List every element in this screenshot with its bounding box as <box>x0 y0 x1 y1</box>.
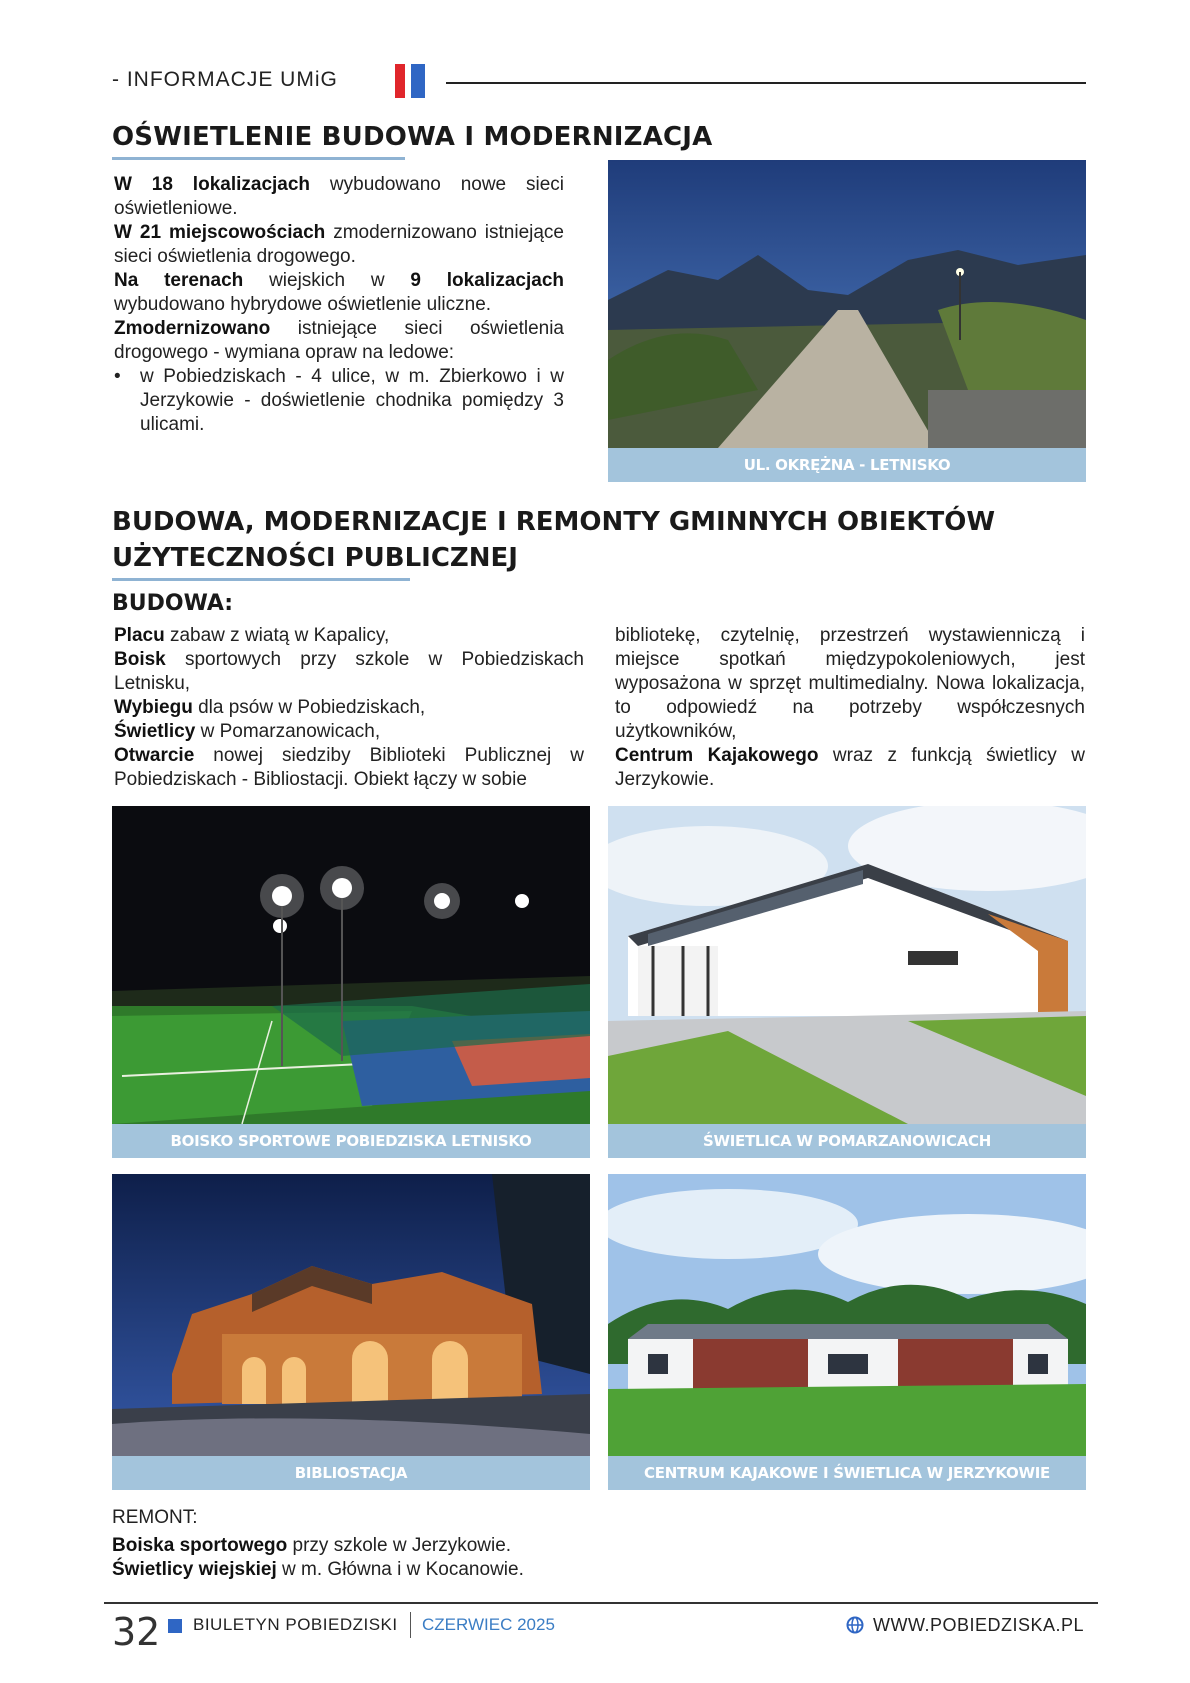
photo-caption: BOISKO SPORTOWE POBIEDZISKA LETNISKO <box>112 1124 590 1158</box>
heading-underline <box>112 157 405 160</box>
issue-date: CZERWIEC 2025 <box>422 1615 555 1634</box>
lighting-paragraph-1: W 18 lokalizacjach wybudowano nowe sieci oświetleniowe. <box>114 174 564 219</box>
photo-caption: CENTRUM KAJAKOWE I ŚWIETLICA W JERZYKOWIE <box>608 1456 1086 1490</box>
budowa-item: Placu zabaw z wiatą w Kapalicy, <box>114 625 390 646</box>
budowa-item: Otwarcie nowej siedziby Biblioteki Publicznej w Pobiedziskach - Bibliostacji. Obiekt łączy w sobie <box>114 745 584 790</box>
square-bullet-icon <box>168 1619 182 1633</box>
photo-caption: BIBLIOSTACJA <box>112 1456 590 1490</box>
publication-title: BIULETYN POBIEDZISKI <box>193 1615 398 1634</box>
lighting-heading: OŚWIETLENIE BUDOWA I MODERNIZACJA <box>112 122 713 152</box>
lighting-paragraph-3: Na terenach wiejskich w 9 lokalizacjach wybudowano hybrydowe oświetlenie uliczne. <box>114 270 564 315</box>
budowa-column-1 <box>114 624 584 792</box>
photo-caption: UL. OKRĘŻNA - LETNISKO <box>608 448 1086 482</box>
footer-divider <box>104 1602 1098 1604</box>
footer-separator <box>410 1612 411 1638</box>
budowa-item: Centrum Kajakowego wraz z funkcją świetlicy w Jerzykowie. <box>615 745 1085 790</box>
remont-section <box>112 1506 812 1582</box>
remont-heading: REMONT: <box>112 1507 198 1528</box>
budowa-item: Boisk sportowych przy szkole w Pobiedziskach Letnisku, <box>114 649 584 694</box>
budowa-continued: bibliotekę, czytelnię, przestrzeń wystawienniczą i miejsce spotkań międzypokoleniowych, jest wyposażona w sprzęt multimedialny. Nowa lokalizacja, to odpowiedź na potrzeby współczesnych użytkowników, <box>615 625 1085 742</box>
photo-kayak-centre <box>608 1174 1086 1456</box>
heading-underline <box>112 578 410 581</box>
lighting-bullet: • w Pobiedziskach - 4 ulice, w m. Zbierkowo i w Jerzykowie - doświetlenie chodnika pomiędzy 3 ulicami. <box>114 366 564 435</box>
budowa-subheading: BUDOWA: <box>112 591 234 616</box>
lighting-paragraph-2: W 21 miejscowościach zmodernizowano istniejące sieci oświetlenia drogowego. <box>114 222 565 267</box>
lighting-paragraph-4: Zmodernizowano istniejące sieci oświetlenia drogowego - wymiana opraw na ledowe: <box>114 318 564 363</box>
flag-icon <box>395 64 432 98</box>
photo-community-hall <box>608 806 1086 1124</box>
section-label: - INFORMACJE UMiG <box>112 68 338 91</box>
photo-bibliostacja <box>112 1174 590 1456</box>
photo-sports-field <box>112 806 590 1124</box>
remont-item: Boiska sportowego przy szkole w Jerzykowie. <box>112 1535 512 1556</box>
page-number: 32 <box>112 1610 161 1654</box>
budowa-item: Świetlicy w Pomarzanowicach, <box>114 721 381 742</box>
budowa-column-2 <box>615 624 1085 792</box>
lighting-text <box>114 173 564 437</box>
photo-okrezna-street <box>608 160 1086 448</box>
remont-item: Świetlicy wiejskiej w m. Główna i w Kocanowie. <box>112 1559 524 1580</box>
header-divider <box>446 82 1086 84</box>
globe-icon <box>846 1616 864 1634</box>
photo-caption: ŚWIETLICA W POMARZANOWICACH <box>608 1124 1086 1158</box>
website-link[interactable]: WWW.POBIEDZISKA.PL <box>873 1615 1085 1635</box>
budowa-item: Wybiegu dla psów w Pobiedziskach, <box>114 697 426 718</box>
buildings-heading: BUDOWA, MODERNIZACJE I REMONTY GMINNYCH OBIEKTÓW UŻYTECZNOŚCI PUBLICZNEJ <box>112 507 996 573</box>
